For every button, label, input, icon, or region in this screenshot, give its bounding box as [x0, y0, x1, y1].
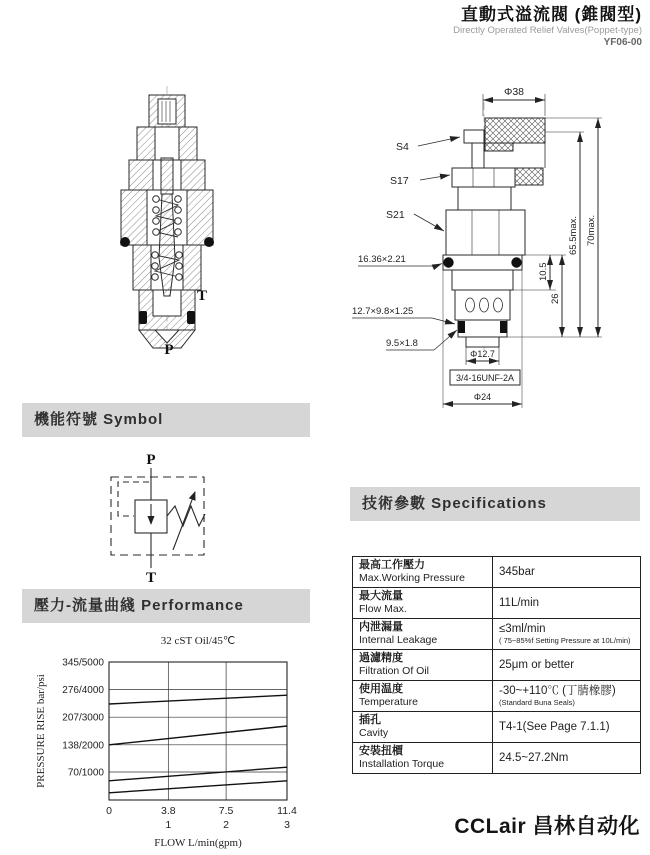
seal — [500, 321, 507, 333]
spec-row — [353, 650, 641, 681]
specs-table-body — [353, 557, 641, 774]
x-tick-label: 3.8 — [161, 805, 176, 817]
x-tick-label: 7.5 — [218, 805, 234, 817]
seal — [458, 321, 465, 333]
spec-label-cell — [353, 743, 493, 774]
chart-series-setting-curve-2 — [109, 726, 287, 745]
spec-label-en: Filtration Of Oil — [359, 665, 430, 677]
title-block — [453, 5, 642, 49]
dim-seal-mid: 12.7×9.8×1.25 — [352, 306, 414, 317]
performance-chart — [28, 624, 308, 854]
spec-value-cell — [493, 650, 641, 681]
spec-label-cell — [353, 650, 493, 681]
spec-row — [353, 588, 641, 619]
dim-s21: S21 — [386, 209, 405, 221]
adjustable-arrow — [173, 492, 195, 550]
dim-seal-low: 9.5×1.8 — [386, 338, 418, 349]
spec-row — [353, 557, 641, 588]
spec-value-cell — [493, 588, 641, 619]
hydraulic-symbol — [95, 448, 265, 588]
spec-label-en: Max.Working Pressure — [359, 572, 466, 584]
specifications-table — [352, 556, 641, 774]
spec-label-zh: 安裝扭檟 — [359, 745, 403, 757]
spec-label-zh: 最高工作壓力 — [359, 559, 425, 571]
spec-value-cell — [493, 557, 641, 588]
dim-s17: S17 — [390, 175, 409, 187]
chart-ylabel: PRESSURE RISE bar/psi — [35, 674, 47, 788]
spec-row — [353, 619, 641, 650]
spec-label-en: Installation Torque — [359, 758, 445, 770]
dim-thread: 3/4-16UNF-2A — [455, 373, 515, 383]
performance-heading-text: 壓力-流量曲綫 Performance — [34, 597, 244, 614]
spec-value: 25μm or better — [499, 658, 575, 671]
dim-65-5max: 65.5max. — [568, 215, 579, 255]
chart-series-setting-curve-4 — [109, 781, 287, 793]
spec-label-cell — [353, 712, 493, 743]
spec-value-cell — [493, 681, 641, 712]
spec-value-note: (Standard Buna Seals) — [499, 698, 575, 707]
spec-label-zh: 内泄漏量 — [359, 621, 403, 633]
y-tick-label: 276/4000 — [62, 685, 104, 697]
spec-label-en: Internal Leakage — [359, 634, 438, 646]
spec-label-cell — [353, 588, 493, 619]
dim-26: 26 — [550, 293, 561, 304]
y-tick-label: 345/5000 — [62, 657, 104, 669]
y-tick-label: 138/2000 — [62, 740, 104, 752]
symbol-port-p: P — [146, 452, 156, 468]
spec-row — [353, 712, 641, 743]
valve-cross-section-drawing — [95, 58, 255, 358]
symbol-port-t: T — [145, 570, 157, 586]
spec-label-zh: 最大流量 — [359, 590, 403, 602]
chart-series-setting-curve-3 — [109, 767, 287, 781]
spec-row — [353, 681, 641, 712]
spec-value: -30~+110℃ (丁腈橡膠) — [499, 685, 616, 697]
x-tick-label: 0 — [106, 805, 112, 817]
x-tick-sublabel: 2 — [223, 819, 230, 831]
spec-label-cell — [353, 619, 493, 650]
page-title: 直動式溢流閥 (錐閥型) — [460, 5, 642, 24]
spec-value-cell — [493, 743, 641, 774]
spec-value-cell — [493, 712, 641, 743]
spec-value: 11L/min — [499, 596, 540, 609]
o-ring — [443, 257, 453, 267]
spec-label-cell — [353, 557, 493, 588]
dim-oring-top: 16.36×2.21 — [358, 254, 406, 265]
performance-section-heading — [22, 589, 310, 623]
spec-value-cell — [493, 619, 641, 650]
port-t-label: T — [197, 288, 208, 304]
spec-value-note: ( 75~85%f Setting Pressure at 10L/min) — [499, 636, 631, 645]
spec-label-en: Cavity — [359, 727, 389, 739]
x-tick-sublabel: 1 — [165, 819, 172, 831]
spec-value: T4-1(See Page 7.1.1) — [499, 720, 610, 733]
o-ring — [120, 237, 130, 247]
x-tick-sublabel: 3 — [284, 819, 290, 831]
valve-dimension-drawing — [340, 58, 650, 413]
spec-label-zh: 使用温度 — [359, 683, 403, 695]
specs-section-heading — [350, 487, 640, 521]
symbol-heading-text: 機能符號 Symbol — [34, 411, 164, 428]
symbol-section-heading — [22, 403, 310, 437]
y-tick-label: 70/1000 — [67, 767, 104, 779]
spec-label-zh: 過濾精度 — [359, 652, 403, 664]
spec-label-en: Flow Max. — [359, 603, 407, 615]
seal — [139, 311, 147, 324]
dim-dia38: Φ38 — [503, 86, 525, 98]
x-tick-label: 11.4 — [277, 805, 297, 817]
dim-dia12-7: Φ12.7 — [470, 349, 495, 359]
spec-value: ≤3ml/min — [499, 623, 546, 635]
dim-dia24: Φ24 — [473, 392, 492, 402]
brand-logo: CCLair 昌林自动化 — [454, 815, 640, 838]
chart-title: 32 cST Oil/45℃ — [160, 635, 236, 647]
spec-label-zh: 插孔 — [359, 714, 381, 726]
o-ring — [204, 237, 214, 247]
spec-value: 24.5~27.2Nm — [499, 751, 569, 764]
specs-heading-text: 技術參數 Specifications — [362, 495, 547, 512]
dim-10-5: 10.5 — [538, 262, 549, 281]
spec-row — [353, 743, 641, 774]
chart-xlabel: FLOW L/min(gpm) — [154, 837, 242, 849]
dim-70max: 70max. — [586, 214, 597, 246]
page-subtitle: Directly Operated Relief Valves(Poppet-type) — [453, 24, 642, 36]
model-code: YF06-00 — [603, 37, 642, 49]
port-p-label: P — [164, 342, 174, 358]
knurled-knob — [485, 118, 545, 143]
spec-value: 345bar — [499, 565, 535, 578]
chart-series-setting-curve-1 — [109, 695, 287, 704]
spec-label-en: Temperature — [359, 696, 418, 708]
o-ring — [511, 257, 521, 267]
dim-s4: S4 — [396, 141, 409, 153]
spec-label-cell — [353, 681, 493, 712]
y-tick-label: 207/3000 — [62, 712, 104, 724]
seal — [187, 311, 195, 324]
